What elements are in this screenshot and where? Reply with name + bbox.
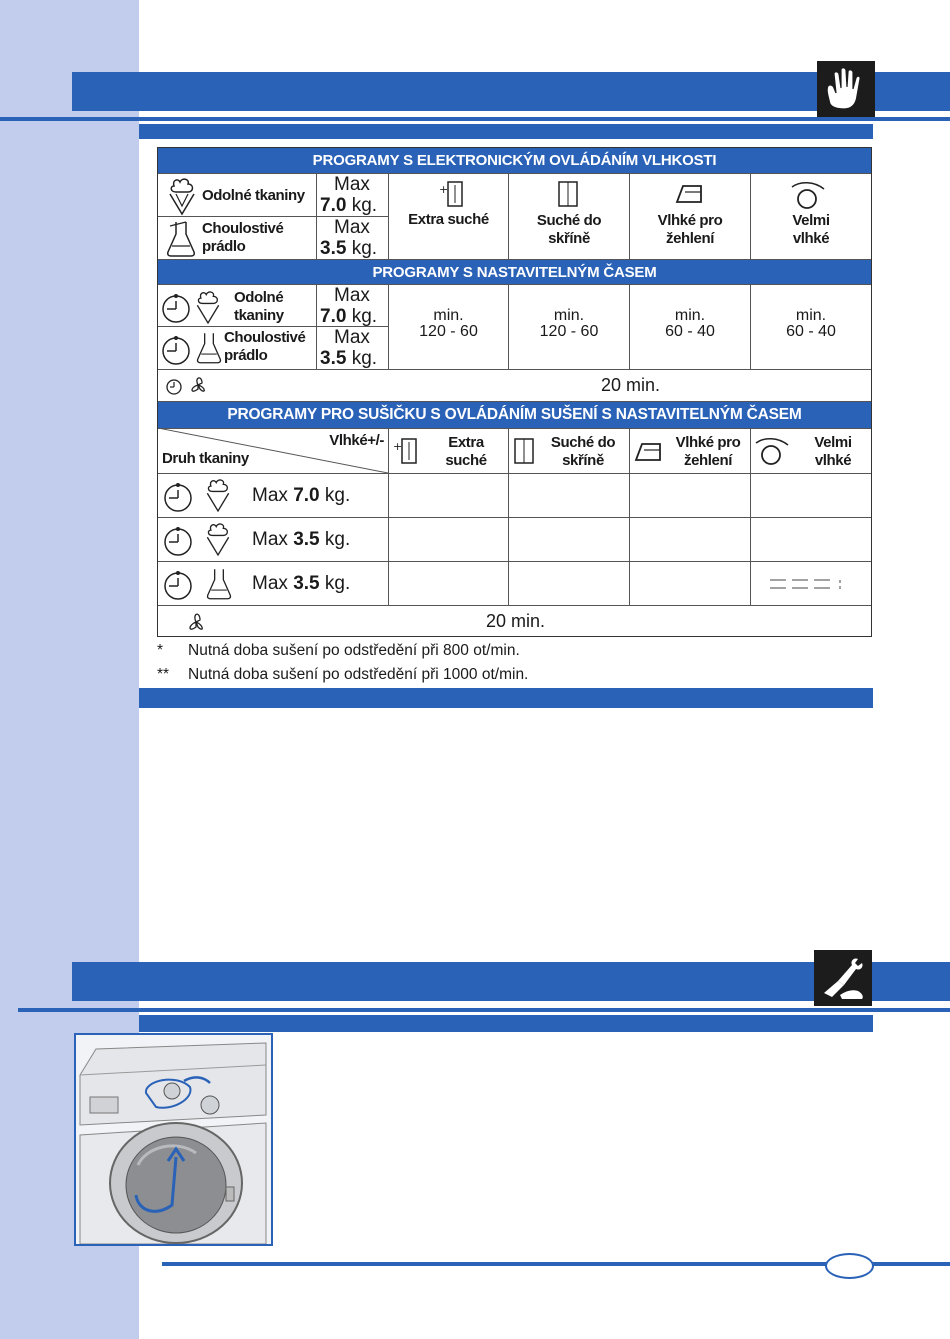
max-word: Max xyxy=(252,528,288,550)
timer-icon xyxy=(162,569,194,601)
dashes-mark xyxy=(770,576,850,592)
label-line: suché xyxy=(445,452,487,469)
section1-load-small xyxy=(318,217,388,259)
range-value: 60 - 40 xyxy=(665,323,715,340)
section2-load-large xyxy=(318,285,388,326)
timer-icon xyxy=(162,525,194,557)
cupboard-dry-icon xyxy=(512,436,536,466)
svg-text:+: + xyxy=(439,183,449,196)
label-line: Odolné xyxy=(234,289,284,306)
dryer-illustration xyxy=(74,1033,273,1246)
section1-col-extra-dry: Extra suché xyxy=(408,211,489,228)
section2-range-3 xyxy=(630,306,750,342)
range-value: 120 - 60 xyxy=(419,323,478,340)
label-line: vlhké xyxy=(814,452,852,469)
label-line: Velmi xyxy=(792,212,830,229)
section3-col-cupboard-dry xyxy=(538,432,628,472)
label-line: Choulostivé xyxy=(224,329,306,346)
flask-icon xyxy=(166,220,196,258)
min-word: min. xyxy=(433,307,464,324)
section3-col-extra-dry xyxy=(424,432,508,472)
section3-row3-load xyxy=(252,562,388,605)
footnote-mark: * xyxy=(157,642,164,659)
unit: kg. xyxy=(351,238,378,259)
max-word: Max xyxy=(334,284,370,306)
section3-diag-top: Vlhké+/- xyxy=(329,432,384,449)
min-word: min. xyxy=(553,307,585,324)
section1-col-iron-dry xyxy=(630,210,750,250)
bottom-header-rule xyxy=(18,1008,950,1012)
section2-cooling: 20 min. xyxy=(600,375,661,395)
section1-fabric-delicate xyxy=(202,218,316,258)
svg-text:+: + xyxy=(393,440,403,453)
footnote-1 xyxy=(157,642,520,660)
unit: kg. xyxy=(324,484,351,506)
flask-icon xyxy=(196,330,222,366)
label-line: Suché do xyxy=(550,434,616,451)
label-line: Choulostivé xyxy=(202,220,284,237)
load-value: 3.5 xyxy=(293,572,320,594)
cotton-flower-icon xyxy=(192,288,224,326)
label-line: Vlhké pro xyxy=(675,434,741,451)
top-subheader-band xyxy=(139,124,873,139)
page-number-oval xyxy=(825,1253,874,1279)
load-value: 3.5 xyxy=(320,238,347,259)
max-word: Max xyxy=(252,572,288,594)
min-word: min. xyxy=(795,307,827,324)
label-line: Extra xyxy=(448,434,484,451)
very-damp-icon xyxy=(754,435,792,467)
load-value: 7.0 xyxy=(293,484,320,506)
flask-icon xyxy=(206,566,232,602)
load-value: 7.0 xyxy=(320,195,347,216)
cotton-flower-icon xyxy=(164,176,200,216)
timer-fan-icon xyxy=(162,373,218,397)
footnote-2 xyxy=(157,666,528,684)
wrench-hand-icon xyxy=(814,950,872,1006)
top-header-rule xyxy=(0,117,950,121)
label-line: vlhké xyxy=(792,230,830,247)
label-line: skříně xyxy=(562,452,604,469)
section3-diag-bottom: Druh tkaniny xyxy=(162,450,249,467)
cupboard-dry-icon xyxy=(556,179,580,209)
max-word: Max xyxy=(252,484,288,506)
max-word: Max xyxy=(334,327,370,348)
cotton-flower-icon xyxy=(202,520,234,558)
drying-programs-table xyxy=(157,147,872,637)
section3-col-very-damp xyxy=(794,432,872,472)
footnote-text: Nutná doba sušení po odstředění při 800 ot/min. xyxy=(188,642,520,659)
iron-dry-icon xyxy=(673,182,707,206)
unit: kg. xyxy=(351,305,378,327)
extra-dry-icon xyxy=(392,436,422,466)
range-value: 60 - 40 xyxy=(786,323,836,340)
very-damp-icon xyxy=(790,179,828,211)
section2-load-small xyxy=(318,327,388,369)
extra-dry-icon xyxy=(438,179,468,209)
label-line: tkaniny xyxy=(234,307,284,324)
footnote-mark: ** xyxy=(157,666,170,683)
load-value: 3.5 xyxy=(293,528,320,550)
section1-load-large xyxy=(318,174,388,216)
unit: kg. xyxy=(324,528,351,550)
label-line: Vlhké pro xyxy=(657,212,723,229)
timer-icon xyxy=(160,292,192,324)
section2-range-4 xyxy=(751,306,871,342)
range-value: 120 - 60 xyxy=(539,323,599,340)
bottom-subheader-band xyxy=(139,1015,873,1032)
load-value: 7.0 xyxy=(320,305,347,327)
section2-range-1 xyxy=(389,306,508,342)
unit: kg. xyxy=(351,348,378,369)
section3-header: PROGRAMY PRO SUŠIČKU S OVLÁDÁNÍM SUŠENÍ S NASTAVITELNÝM ČASEM xyxy=(158,402,871,428)
section2-range-2 xyxy=(509,306,629,342)
max-word: Max xyxy=(334,217,370,238)
load-value: 3.5 xyxy=(320,348,347,369)
timer-icon xyxy=(160,334,192,366)
unit: kg. xyxy=(351,195,378,216)
label-line: prádlo xyxy=(202,238,246,255)
label-line: žehlení xyxy=(665,230,715,247)
timer-icon xyxy=(162,481,194,513)
section3-row2-load xyxy=(252,518,388,561)
middle-band xyxy=(139,688,873,708)
section1-header: PROGRAMY S ELEKTRONICKÝM OVLÁDÁNÍM VLHKOSTI xyxy=(158,148,871,173)
hand-icon xyxy=(817,61,875,117)
section1-fabric-resistant: Odolné tkaniny xyxy=(202,187,305,204)
section3-col-iron-dry xyxy=(666,432,750,472)
section2-fabric-delicate xyxy=(224,328,316,366)
max-word: Max xyxy=(334,174,370,195)
section1-col-cupboard-dry xyxy=(509,210,629,250)
section2-header: PROGRAMY S NASTAVITELNÝM ČASEM xyxy=(158,260,871,284)
footnote-text: Nutná doba sušení po odstředění při 1000 ot/min. xyxy=(188,666,529,683)
section3-cooling: 20 min. xyxy=(485,611,546,631)
section2-fabric-resistant xyxy=(228,288,314,326)
divider xyxy=(158,284,871,285)
unit: kg. xyxy=(324,572,351,594)
divider xyxy=(158,173,871,174)
label-line: skříně xyxy=(548,230,590,247)
section1-col-very-damp xyxy=(751,210,871,250)
min-word: min. xyxy=(674,307,706,324)
label-line: prádlo xyxy=(224,347,268,364)
label-line: Suché do xyxy=(536,212,602,229)
label-line: Velmi xyxy=(814,434,852,451)
label-line: žehlení xyxy=(683,452,733,469)
section3-row1-load xyxy=(252,474,388,517)
cotton-flower-icon xyxy=(202,476,234,514)
iron-dry-icon xyxy=(632,440,666,464)
